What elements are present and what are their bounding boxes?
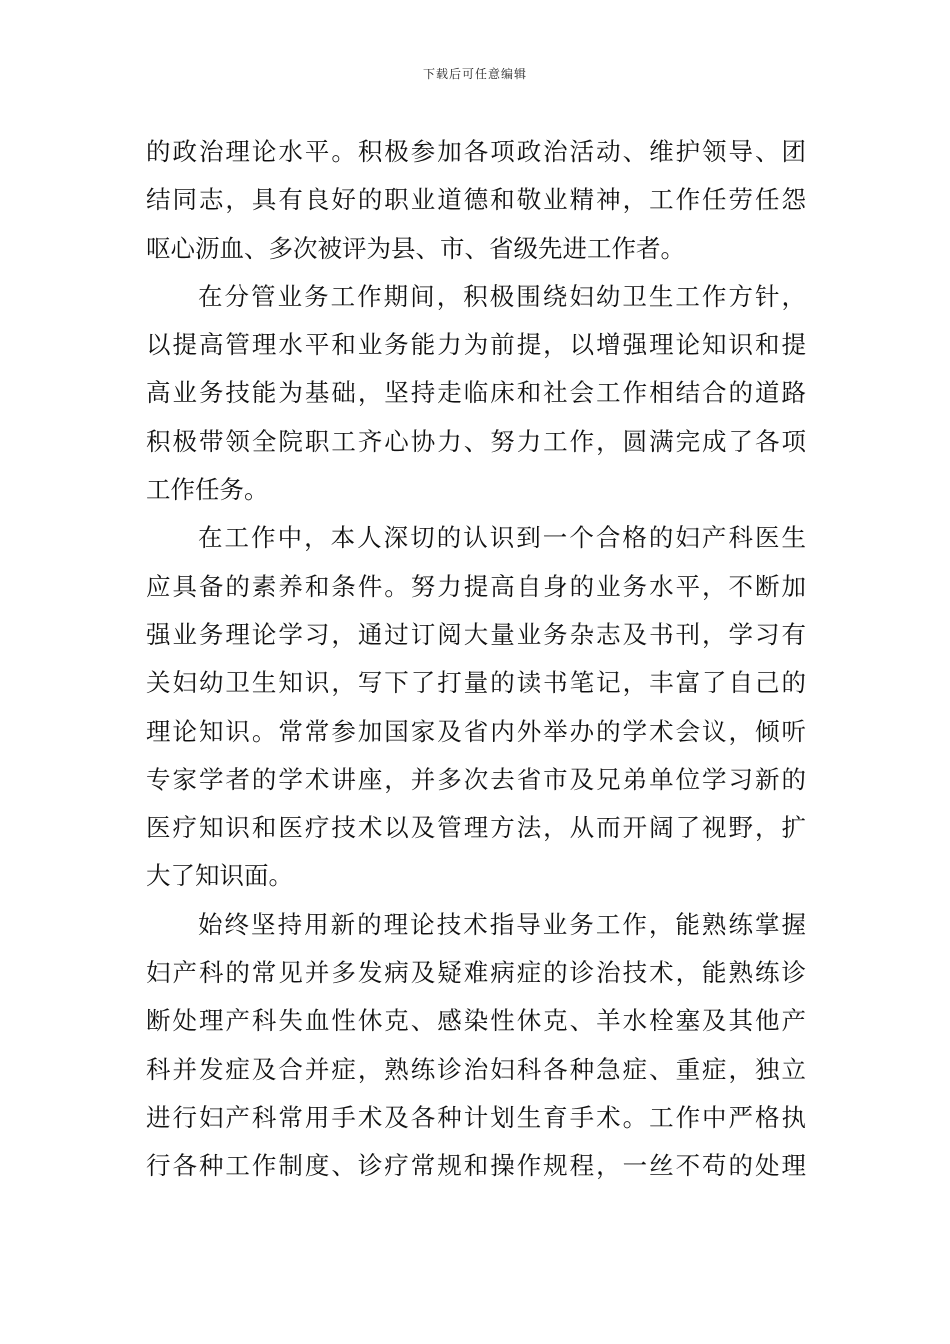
text-line: 专家学者的学术讲座，并多次去省市及兄弟单位学习新的 bbox=[146, 764, 806, 794]
text-line: 在分管业务工作期间，积极围绕妇幼卫生工作方针， bbox=[198, 281, 806, 311]
text-line: 的政治理论水平。积极参加各项政治活动、维护领导、团 bbox=[146, 137, 806, 166]
text-line: 强业务理论学习，通过订阅大量业务杂志及书刊，学习有 bbox=[146, 619, 806, 649]
text-line: 科并发症及合并症，熟练诊治妇科各种急症、重症，独立 bbox=[146, 1054, 806, 1084]
page-header: 下载后可任意编辑 bbox=[422, 67, 527, 81]
text-line: 进行妇产科常用手术及各种计划生育手术。工作中严格执 bbox=[146, 1102, 806, 1132]
text-line: 在工作中，本人深切的认识到一个合格的妇产科医生 bbox=[198, 523, 806, 553]
text-line: 工作任务。 bbox=[146, 475, 269, 505]
text-line: 断处理产科失血性休克、感染性休克、羊水栓塞及其他产 bbox=[146, 1006, 806, 1036]
text-line: 大了知识面。 bbox=[146, 861, 293, 891]
text-line: 结同志，具有良好的职业道德和敬业精神，工作任劳任怨 bbox=[146, 185, 806, 215]
body-text bbox=[146, 128, 806, 1191]
text-line: 积极带领全院职工齐心协力、努力工作，圆满完成了各项 bbox=[146, 426, 806, 456]
text-line: 关妇幼卫生知识，写下了打量的读书笔记，丰富了自己的 bbox=[146, 668, 806, 698]
text-line: 医疗知识和医疗技术以及管理方法，从而开阔了视野，扩 bbox=[146, 813, 806, 843]
text-line: 理论知识。常常参加国家及省内外举办的学术会议，倾听 bbox=[146, 716, 806, 746]
text-line: 始终坚持用新的理论技术指导业务工作，能熟练掌握 bbox=[198, 909, 806, 939]
text-line: 以提高管理水平和业务能力为前提，以增强理论知识和提 bbox=[146, 330, 806, 360]
text-line: 行各种工作制度、诊疗常规和操作规程，一丝不苟的处理 bbox=[146, 1151, 806, 1181]
text-line: 应具备的素养和条件。努力提高自身的业务水平，不断加 bbox=[146, 571, 806, 601]
text-line: 呕心沥血、多次被评为县、市、省级先进工作者。 bbox=[146, 233, 685, 263]
text-line: 妇产科的常见并多发病及疑难病症的诊治技术，能熟练诊 bbox=[146, 958, 806, 988]
text-line: 高业务技能为基础，坚持走临床和社会工作相结合的道路 bbox=[146, 378, 806, 408]
